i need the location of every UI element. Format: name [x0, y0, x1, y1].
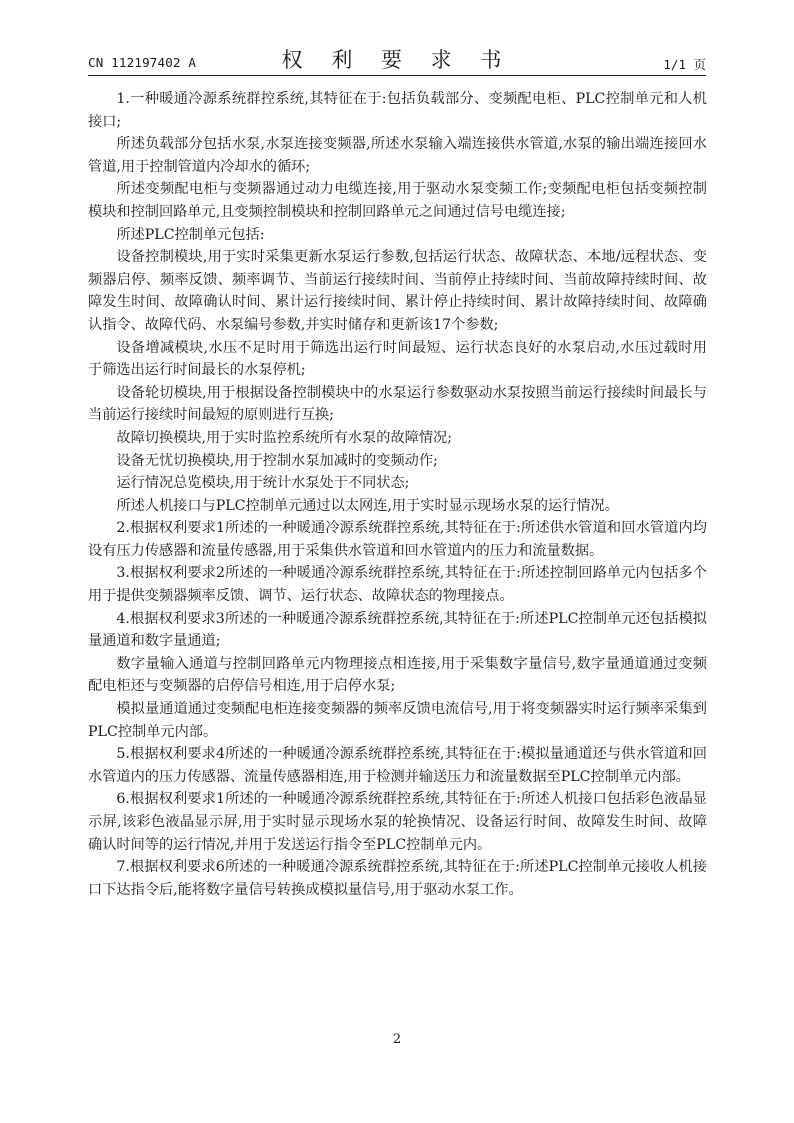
claim-paragraph: 7.根据权利要求6所述的一种暖通冷源系统群控系统,其特征在于:所述PLC控制单元接收人机接口下达指令后,能将数字量信号转换成模拟量信号,用于驱动水泵工作。 — [88, 859, 707, 898]
claim-paragraph: 所述变频配电柜与变频器通过动力电缆连接,用于驱动水泵变频工作;变频配电柜包括变频控制模块和控制回路单元,且变频控制模块和控制回路单元之间通过信号电缆连接; — [88, 181, 707, 220]
header-divider — [88, 75, 706, 76]
claim-paragraph: 设备无忧切换模块,用于控制水泵加减时的变频动作; — [116, 452, 438, 469]
claim-paragraph: 运行情况总览模块,用于统计水泵处于不同状态; — [116, 475, 410, 492]
page-header — [88, 44, 706, 74]
claim-paragraph: 所述负载部分包括水泵,水泵连接变频器,所述水泵输入端连接供水管道,水泵的输出端连接回水管道,用于控制管道内冷却水的循环; — [88, 136, 707, 175]
document-title: 权 利 要 求 书 — [281, 48, 513, 72]
claim-paragraph: 设备控制模块,用于实时采集更新水泵运行参数,包括运行状态、故障状态、本地/远程状态、变频器启停、频率反馈、频率调节、当前运行接续时间、当前停止持续时间、当前故障持续时间、故障发生时间、故障确认时间、累计运行接续时间、累计停止持续时间、累计故障持续时间、故障确认指令、故障代码、水泵编号参数,并实时储存和更新该17个参数; — [88, 249, 707, 333]
claim-paragraph: 4.根据权利要求3所述的一种暖通冷源系统群控系统,其特征在于:所述PLC控制单元还包括模拟量通道和数字量通道; — [88, 610, 707, 650]
claim-paragraph: 2.根据权利要求1所述的一种暖通冷源系统群控系统,其特征在于:所述供水管道和回水管道内均设有压力传感器和流量传感器,用于采集供水管道和回水管道内的压力和流量数据。 — [88, 520, 707, 559]
claim-paragraph: 3.根据权利要求2所述的一种暖通冷源系统群控系统,其特征在于:所述控制回路单元内包括多个用于提供变频器频率反馈、调节、运行状态、故障状态的物理接点。 — [88, 565, 707, 605]
claim-paragraph: 所述人机接口与PLC控制单元通过以太网连,用于实时显示现场水泵的运行情况。 — [116, 497, 619, 514]
claim-paragraph: 设备增减模块,水压不足时用于筛选出运行时间最短、运行状态良好的水泵启动,水压过载时用于筛选出运行时间最长的水泵停机; — [88, 339, 707, 379]
claim-paragraph: 数字量输入通道与控制回路单元内物理接点相连接,用于采集数字量信号,数字量通道通过变频配电柜还与变频器的启停信号相连,用于启停水泵; — [88, 655, 707, 695]
page-number: 2 — [392, 1032, 402, 1047]
publication-number: CN 112197402 A — [88, 55, 197, 70]
claim-paragraph: 设备轮切模块,用于根据设备控制模块中的水泵运行参数驱动水泵按照当前运行接续时间最长与当前运行接续时间最短的原则进行互换; — [88, 384, 707, 424]
claim-paragraph: 故障切换模块,用于实时监控系统所有水泵的故障情况; — [116, 429, 452, 446]
claim-paragraph: 6.根据权利要求1所述的一种暖通冷源系统群控系统,其特征在于:所述人机接口包括彩色液晶显示屏,该彩色液晶显示屏,用于实时显示现场水泵的轮换情况、设备运行时间、故障发生时间、故障确认时间等的运行情况,并用于发送运行指令至PLC控制单元内。 — [88, 791, 707, 853]
claim-paragraph: 所述PLC控制单元包括: — [116, 226, 265, 243]
claim-paragraph: 模拟量通道通过变频配电柜连接变频器的频率反馈电流信号,用于将变频器实时运行频率采集到PLC控制单元内部。 — [88, 701, 707, 740]
claim-paragraph: 5.根据权利要求4所述的一种暖通冷源系统群控系统,其特征在于:模拟量通道还与供水管道和回水管道内的压力传感器、流量传感器相连,用于检测并输送压力和流量数据至PLC控制单元内部。 — [88, 746, 707, 785]
claims-body — [88, 88, 707, 901]
claim-paragraph: 1.一种暖通冷源系统群控系统,其特征在于:包括负载部分、变频配电柜、PLC控制单元和人机接口; — [88, 91, 707, 130]
page-indicator: 1/1 页 — [663, 57, 706, 72]
